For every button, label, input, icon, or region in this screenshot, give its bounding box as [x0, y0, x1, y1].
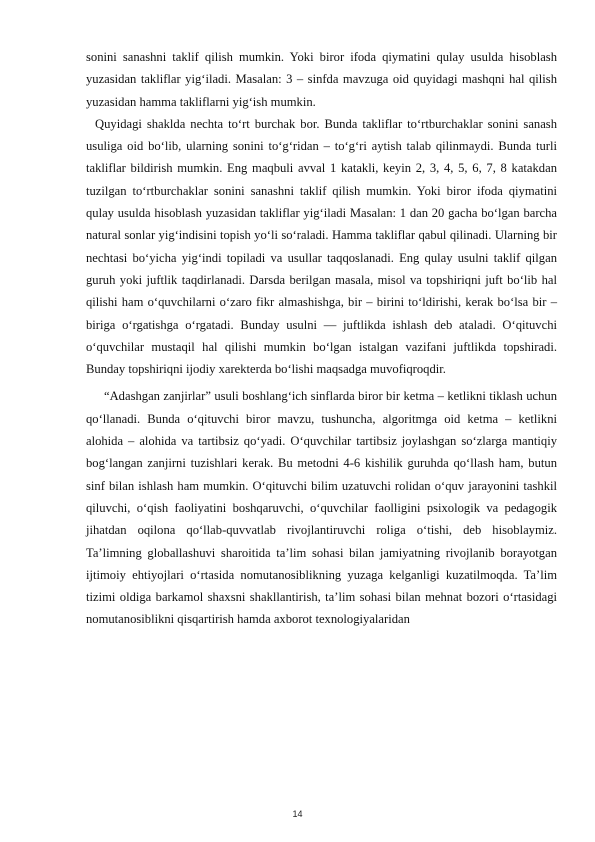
document-page	[86, 46, 557, 631]
paragraph-3: “Adashgan zanjirlar” usuli boshlang‘ich sinflarda biror bir ketma – ketlikni tiklash uchun qo‘llanadi. Bunda o‘qituvchi biror mavzu, tushuncha, algoritmga oid ketma – ketlikni alohida – alohida va tartibsiz qo‘yadi. O‘quvchilar tartibsiz joylashgan so‘zlarga mantiqiy bog‘langan zanjirni tuzishlari kerak. Bu metodni 4-6 kishilik guruhda qo‘llash ham, butun sinf bilan ishlash ham mumkin. O‘qituvchi bilim uzatuvchi rolidan o‘quv jarayonini tashkil qiluvchi, o‘qish faoliyatini boshqaruvchi, o‘quvchilar faolligini psixologik va pedagogik jihatdan oqilona qo‘llab-quvvatlab rivojlantiruvchi roliga o‘tishi, deb hisoblaymiz. Ta’limning globallashuvi sharoitida ta’lim sohasi bilan jamiyatning rivojlanib borayotgan ijtimoiy ehtiyojlari o‘rtasida nomutanosiblikning yuzaga kelganligi kuzatilmoqda. Ta’lim tizimi oldiga barkamol shaxsni shakllantirish, ta’lim sohasi bilan mehnat bozori o‘rtasidagi nomutanosiblikni qisqartirish hamda axborot texnologiyalaridan	[86, 389, 557, 627]
page-number: 14	[292, 809, 303, 819]
paragraph-1: sonini sanashni taklif qilish mumkin. Yoki biror ifoda qiymatini qulay usulda hisoblash yuzasidan takliflar yig‘iladi. Masalan: 3 – sinfda mavzuga oid quyidagi mashqni hal qilish yuzasidan hamma takliflarni yig‘ish mumkin.	[86, 50, 557, 109]
paragraph-2: Quyidagi shaklda nechta to‘rt burchak bor. Bunda takliflar to‘rtburchaklar sonini sanash usuliga oid bo‘lib, ularning sonini to‘g‘ridan – to‘g‘ri aytish talab qilinmaydi. Bunda turli takliflar bildirish mumkin. Eng maqbuli avval 1 katakli, keyin 2, 3, 4, 5, 6, 7, 8 katakdan tuzilgan to‘rtburchaklar sonini sanashni taklif qilish mumkin. Yoki biror ifoda qiymatini qulay usulda hisoblash yuzasidan takliflar yig‘iladi Masalan: 1 dan 20 gacha bo‘lgan barcha natural sonlar yig‘indisini topish yo‘li so‘raladi. Hamma takliflar qabul qilinadi. Ularning bir nechtasi bo‘yicha yig‘indi topiladi va usullar taqqoslanadi. Eng qulay usulni taklif qilgan guruh yoki juftlik taqdirlanadi. Darsda berilgan masala, misol va topshiriqni juft bo‘lib hal qilishi ham o‘quvchilarni o‘zaro fikr almashishga, bir – birini to‘ldirishi, kerak bo‘lsa bir – biriga o‘rgatishga o‘rgatadi. Bunday usulni — juftlikda ishlash deb ataladi. O‘qituvchi o‘quvchilar mustaqil hal qilishi mumkin bo‘lgan istalgan vazifani juftlikda topshiradi. Bunday topshiriqni ijodiy xarekterda bo‘lishi maqsadga muvofiqroqdir.	[86, 116, 557, 377]
